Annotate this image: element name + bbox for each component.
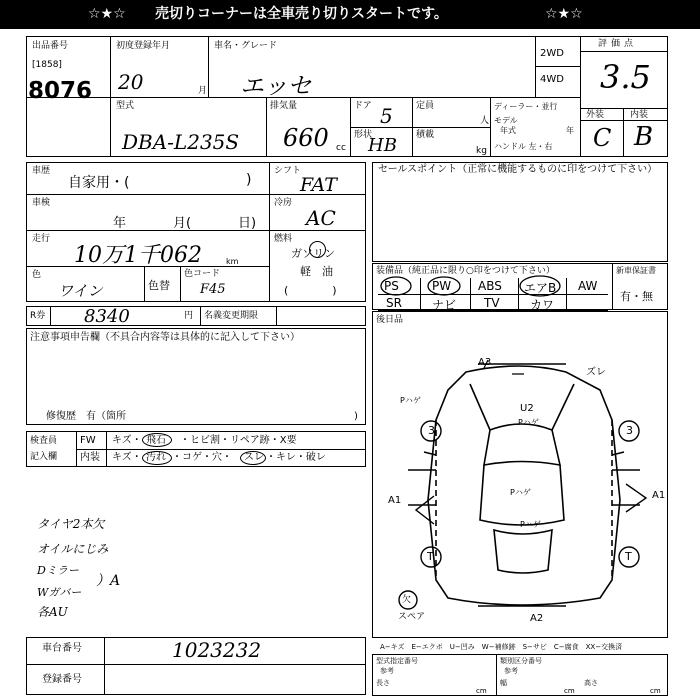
interior-value: B: [634, 122, 654, 152]
checklist-r2-b: ・コゲ・穴・: [172, 452, 232, 463]
mileage-unit: km: [226, 257, 239, 266]
dim-ref2: 参考: [504, 667, 518, 675]
dmg-zure: ズレ: [586, 367, 606, 378]
checklist-r2-rest: ・キレ・破レ: [266, 452, 326, 463]
dmg-pagu3: Pハゲ: [510, 488, 531, 497]
fuel-gas: ガソリン: [291, 247, 335, 260]
doors-label: ドア: [354, 101, 372, 111]
equip-navi: ナビ: [432, 298, 457, 312]
note-wcover: Wガバー: [37, 586, 82, 599]
dmg-a3: A3: [478, 357, 492, 368]
dim-height-unit: cm: [650, 687, 661, 695]
capacity-unit: 人: [480, 116, 490, 126]
inspection-month: 月(: [173, 216, 192, 231]
lot-sub: [1858]: [32, 60, 62, 70]
recycle-value: 8340: [84, 306, 130, 327]
dmg-a2: A2: [530, 613, 544, 624]
dim-model-no: 型式指定番号: [376, 657, 418, 665]
fuel-paren: ( ): [284, 284, 337, 297]
plate-label: 登録番号: [42, 674, 82, 685]
equip-airbag: エアB: [524, 281, 557, 295]
checklist-r1-rest: ・ヒビ割・リペア跡・X要: [180, 435, 297, 446]
equip-ps: PS: [384, 279, 399, 293]
reg-label: 初度登録年月: [116, 41, 171, 51]
dealer-l3-unit: 年: [566, 126, 574, 135]
dim-class-no: 類別区分番号: [500, 657, 542, 665]
chassis-label: 車台番号: [42, 643, 82, 654]
ac-value: AC: [306, 206, 336, 230]
car-name: エッセ: [240, 72, 312, 100]
checklist-l1: 検査員: [30, 436, 58, 446]
dmg-a1-left: A1: [388, 495, 402, 506]
reg-month-unit: 月: [198, 86, 208, 96]
note-tire: タイヤ2本欠: [37, 517, 105, 531]
notes-label: 注意事項申告欄（不具合内容等は具体的に記入して下さい）: [30, 332, 300, 343]
load-unit: kg: [476, 146, 487, 156]
note-dmirror: Dミラー: [37, 564, 79, 577]
mileage-label: 走行: [32, 234, 51, 244]
dmg-pagu4: Pハゲ: [520, 520, 541, 529]
dim-ref1: 参考: [380, 667, 394, 675]
dim-width: 幅: [500, 679, 507, 687]
shift-label: シフト: [274, 166, 302, 176]
color-value: ワイン: [58, 282, 103, 300]
load-label: 積載: [416, 130, 435, 140]
checklist-r2-dirt: 汚れ: [146, 452, 166, 463]
equip-label: 装備品（純正品に限り○印をつけて下さい）: [376, 266, 555, 276]
dim-length-unit: cm: [476, 687, 487, 695]
note-a: ）A: [96, 573, 121, 589]
spare-label: スペア: [398, 612, 426, 622]
checklist-r1-chip: 飛石: [146, 435, 166, 446]
banner-stars-right: ☆★☆: [545, 6, 583, 22]
notes-repair-close: ): [354, 411, 358, 422]
shape-label: 形状: [354, 130, 373, 140]
fuel-label: 燃料: [274, 234, 293, 244]
color-code: F45: [200, 282, 226, 297]
wheel-rr: T: [625, 550, 632, 563]
history-value: 自家用・(: [68, 175, 130, 191]
inspection-day: 日): [238, 216, 257, 231]
checklist-l2: 記入欄: [30, 452, 58, 462]
equip-tv: TV: [484, 296, 500, 310]
checklist-r2-a: キズ・: [112, 452, 142, 463]
dim-height: 高さ: [584, 679, 598, 687]
dealer-l1: ディーラー・並行: [494, 102, 558, 111]
equip-abs: ABS: [478, 279, 502, 293]
reg-year: 20: [118, 70, 144, 94]
dealer-l2: モデル: [494, 116, 518, 125]
color-code-label: 色コード: [184, 269, 221, 279]
checklist-r2-wear: スレ: [244, 452, 264, 463]
drive-2wd: 2WD: [540, 48, 564, 59]
mileage-value: 10万1千062: [74, 243, 202, 268]
equip-leather: カワ: [530, 298, 555, 312]
dmg-pagu1: Pハゲ: [400, 396, 421, 405]
model-value: DBA-L235S: [122, 130, 240, 154]
dmg-pagu2: Pハゲ: [518, 418, 539, 427]
car-label: 車名・グレード: [214, 41, 278, 51]
inspection-label: 車検: [32, 198, 51, 208]
history-close: ): [246, 172, 252, 188]
dealer-l4: ハンドル 左・右: [494, 142, 553, 151]
dmg-a1-right: A1: [652, 490, 666, 501]
note-each: 各AU: [37, 605, 68, 619]
displacement-label: 排気量: [270, 101, 298, 111]
wheel-fl: 3: [428, 424, 435, 437]
dmg-u2: U2: [520, 403, 534, 414]
spare-mark: 欠: [402, 595, 412, 605]
color-label: 色: [32, 270, 42, 280]
warranty-value: 有・無: [620, 290, 653, 303]
shape-value: HB: [368, 135, 397, 156]
interior-label: 内装: [630, 110, 649, 120]
grade-value: 3.5: [600, 58, 651, 96]
drive-4wd: 4WD: [540, 74, 564, 85]
color-change: 色替: [148, 279, 170, 292]
equip-pw: PW: [432, 279, 452, 293]
dim-width-unit: cm: [564, 687, 575, 695]
capacity-label: 定員: [416, 101, 435, 111]
recycle-label: R券: [30, 311, 46, 321]
checklist-fw: FW: [80, 435, 96, 446]
inspection-year: 年: [113, 216, 127, 231]
after-label: 後日品: [376, 315, 404, 325]
warranty-label: 新車保証書: [616, 266, 656, 275]
equip-aw: AW: [578, 279, 598, 293]
fuel-light: 軽 油: [300, 265, 333, 278]
lot-number: 8076: [28, 78, 93, 104]
chassis-value: 1023232: [172, 638, 262, 662]
wheel-fr: 3: [626, 424, 633, 437]
doors-value: 5: [380, 104, 393, 128]
displacement-unit: cc: [336, 143, 346, 153]
displacement-value: 660: [283, 124, 329, 152]
shift-value: FAT: [300, 174, 337, 196]
model-label: 型式: [116, 101, 135, 111]
legend: A−キズ E−エクボ U−凹み W−補修跡 S−サビ C−腐食 XX−交換済: [380, 643, 623, 651]
banner-stars-left: ☆★☆: [88, 6, 126, 22]
equip-sr: SR: [386, 296, 402, 310]
tax-label: 名義変更期限: [204, 311, 259, 321]
banner-text: 売切りコーナーは全車売り切りスタートです。: [155, 6, 448, 22]
lot-label: 出品番号: [32, 41, 69, 51]
history-label: 車歴: [32, 166, 51, 176]
notes-repair: 修復歴 有（箇所: [46, 411, 126, 422]
exterior-label: 外装: [586, 110, 605, 120]
note-oil: オイルにじみ: [37, 542, 109, 556]
dealer-l3: 年式: [500, 126, 516, 135]
sales-label: セールスポイント（正常に機能するものに印をつけて下さい）: [378, 164, 658, 175]
checklist-r1-a: キズ・: [112, 435, 142, 446]
wheel-rl: T: [427, 550, 434, 563]
recycle-unit: 円: [184, 311, 194, 321]
grade-label: 評価点: [598, 39, 638, 49]
checklist-interior: 内装: [80, 452, 100, 463]
exterior-value: C: [593, 124, 612, 152]
dim-length: 長さ: [376, 679, 390, 687]
ac-label: 冷房: [274, 198, 293, 208]
